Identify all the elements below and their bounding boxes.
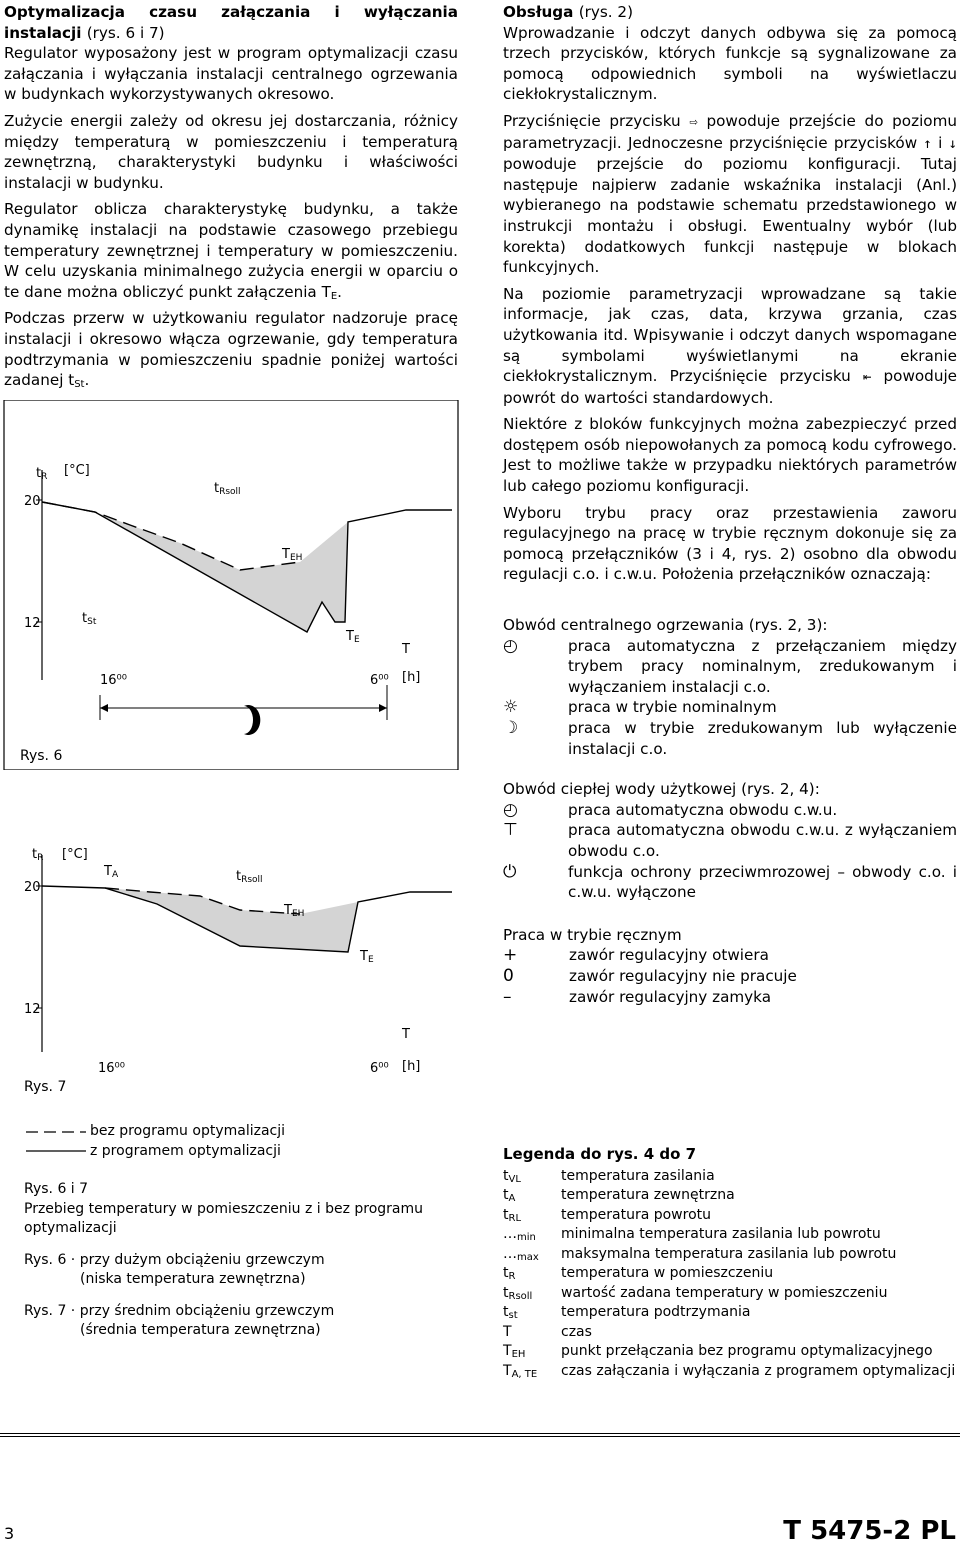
tick-12: 12 — [24, 616, 41, 631]
tap-icon: ⊤ — [503, 820, 518, 841]
hot-water-circuit-title: Obwód ciepłej wody użytkowej (rys. 2, 4): — [503, 780, 820, 799]
list-item: ⏻ funkcja ochrony przeciwmrozowej – obwody c.o. i c.w.u. wyłączone — [503, 861, 957, 902]
dashed-line-sample — [24, 1126, 90, 1138]
manual-mode-title: Praca w trybie ręcznym — [503, 925, 682, 944]
optimized-line — [42, 502, 452, 632]
legend-symbol: $t_{VL}$ — [503, 1167, 521, 1185]
arrow-down-icon: ↓ — [948, 135, 958, 152]
legend-symbol: $t_{RL}$ — [503, 1206, 522, 1224]
legend-description: temperatura zasilania — [561, 1167, 715, 1184]
sun-icon: ☼ — [503, 697, 519, 718]
legend-symbol: $\dots_{max}$ — [503, 1245, 539, 1263]
legend-description: temperatura zewnętrzna — [561, 1187, 735, 1203]
moon-icon — [244, 705, 260, 735]
legend-item — [503, 1323, 957, 1343]
label-T: T — [402, 1027, 410, 1042]
footer-divider-bottom — [0, 1436, 960, 1437]
legend-symbol: $T_{EH}$ — [503, 1343, 526, 1360]
legend-title: Legenda do rys. 4 do 7 — [503, 1145, 697, 1163]
section-title-operation: Obsługa (rys. 2) — [503, 3, 634, 21]
label-unit: [°C] — [64, 463, 90, 478]
document-code: T 5475-2 PL — [783, 1516, 956, 1546]
legend-symbol: $t_R$ — [503, 1265, 516, 1282]
label-tR: tR — [36, 466, 48, 482]
label-16h: 16⁰⁰ — [98, 1061, 125, 1076]
tick-20: 20 — [24, 880, 41, 895]
legend-symbol: $T_{A, TE}$ — [503, 1362, 538, 1380]
paragraph: Zużycie energii zależy od okresu jej dostarczania, różnicy między temperaturą w pomieszczeniu i temperaturą zewnętrzną, charakterystyki budynku i właściwości instalacji w budynku. — [4, 111, 458, 192]
label-T: T — [402, 642, 410, 657]
list-item: 0 zawór regulacyjny nie pracuje — [503, 965, 797, 986]
legend-description: czas załączania i wyłączania z programem optymalizacji — [561, 1362, 956, 1379]
label-tR: tR — [32, 847, 44, 863]
label-TA: TA — [104, 864, 119, 880]
footer-divider-top — [0, 1433, 960, 1434]
solid-line-sample — [24, 1145, 90, 1157]
legend-item — [503, 1225, 957, 1245]
paragraph: Niektóre z bloków funkcyjnych można zabezpieczyć przed dostępem osób niepowołanych za pomocą kodu cyfrowego. Jest to możliwe także w przypadku niektórych parametrów lub całego poziomu konfiguracji. — [503, 415, 957, 496]
clock-icon: ◴ — [503, 635, 518, 656]
power-icon: ⏻ — [503, 861, 517, 882]
legend-description: punkt przełączania bez programu optymalizacyjnego — [561, 1343, 933, 1359]
legend-description: temperatura powrotu — [561, 1206, 712, 1223]
unoptimized-dashed-line — [42, 502, 303, 570]
list-item: ⊤ praca automatyczna obwodu c.w.u. z wyłączaniem obwodu c.o. — [503, 820, 957, 860]
moon-icon: ☽ — [503, 718, 519, 738]
label-hour-unit: [h] — [402, 1059, 421, 1074]
figure-6-chart — [0, 400, 460, 770]
legend-description: czas — [561, 1323, 592, 1340]
list-item: ☽ praca w trybie zredukowanym lub wyłączenie instalacji c.o. — [503, 718, 957, 758]
legend-item — [503, 1342, 957, 1362]
legend-symbol: $t_{st}$ — [503, 1304, 518, 1321]
page-number: 3 — [4, 1524, 15, 1543]
legend-description: maksymalna temperatura zasilania lub powrotu — [561, 1245, 897, 1262]
figure-6-caption: Rys. 6 — [20, 748, 63, 764]
label-tRsoll: tRsoll — [236, 869, 263, 885]
label-unit: [°C] — [62, 847, 88, 862]
legend-symbol: T — [503, 1323, 512, 1340]
list-item: ☼ praca w trybie nominalnym — [503, 697, 777, 718]
label-TEH: TEH — [282, 547, 303, 563]
label-TE: TE — [346, 629, 360, 645]
tick-20: 20 — [24, 494, 41, 509]
paragraph: Na poziomie parametryzacji wprowadzane są takie informacje, jak czas, data, krzywa grzania, czas użytkowania itd. Wpisywanie i odczyt danych wspomagane są symbolami wyświetlanymi na ekranie ciekłokrystalicznym. Przyciśnięcie przycisku ⇤ powoduje powrót do wartości standardowych. — [503, 284, 958, 407]
enter-button-icon: ⇨ — [689, 113, 698, 130]
paragraph: Regulator wyposażony jest w program optymalizacji czasu załączania i wyłączania instalacji centralnego ogrzewania w budynkach wykorzystywanych okresowo. — [4, 44, 458, 104]
arrow-head-right — [379, 704, 387, 712]
label-6h: 6⁰⁰ — [370, 1061, 389, 1076]
symbol-legend — [503, 1145, 957, 1381]
reset-button-icon: ⇤ — [862, 369, 872, 386]
legend-dashed-row: bez programu optymalizacji — [24, 1122, 454, 1142]
legend-symbol: $\dots_{min}$ — [503, 1226, 536, 1243]
legend-description: temperatura podtrzymania — [561, 1304, 751, 1320]
legend-item — [503, 1303, 957, 1323]
left-column — [4, 2, 458, 397]
legend-item — [503, 1206, 957, 1226]
legend-symbol: $t_{Rsoll}$ — [503, 1284, 533, 1302]
shaded-area — [95, 512, 348, 632]
label-tRsoll: tRsoll — [214, 481, 241, 497]
legend-list — [503, 1167, 957, 1382]
right-column — [503, 2, 957, 1007]
arrow-up-icon: ↑ — [923, 135, 932, 152]
legend-item — [503, 1284, 957, 1304]
legend-description: minimalna temperatura zasilania lub powrotu — [561, 1226, 881, 1242]
heating-circuit-list — [503, 636, 957, 760]
list-item: + zawór regulacyjny otwiera — [503, 945, 769, 966]
legend-description: wartość zadana temperatury w pomieszczeniu — [561, 1284, 888, 1301]
paragraph: Podczas przerw w użytkowaniu regulator nadzoruje pracę instalacji i okresowo włącza ogrzewanie, gdy temperatura podtrzymania w pomieszczeniu spadnie poniżej wartości zadanej $t_{St}$. — [4, 309, 458, 391]
clock-icon: ◴ — [503, 799, 518, 820]
legend-item — [503, 1264, 957, 1284]
label-tSt: tSt — [82, 611, 97, 627]
manual-mode-list — [503, 945, 957, 1007]
legend-item — [503, 1186, 957, 1206]
legend-item — [503, 1245, 957, 1265]
paragraph: Przyciśnięcie przycisku ⇨ powoduje przejście do poziomu parametryzacji. Jednoczesne przyciśnięcie przycisków ↑ i ↓ powoduje przejście do poziomu konfiguracji. Tutaj następuje najpierw zadanie wskaźnika instalacji (Anl.) wybieranego na podstawie schematu przedstawionego w instrukcji montażu i obsługi. Ewentualny wybór (lub korekta) dodatkowych funkcji następuje w blokach funkcyjnych. — [503, 111, 958, 277]
label-16h: 16⁰⁰ — [100, 673, 127, 688]
line-style-legend — [24, 1122, 454, 1161]
paragraph: Regulator oblicza charakterystykę budynku, a także dynamikę instalacji na podstawie czasowego przebiegu temperatury zewnętrznej i temperatury w pomieszczeniu. W celu uzyskania minimalnego zużycia energii w oparciu o te dane można obliczyć punkt załączenia $T_E$. — [4, 200, 458, 302]
heating-circuit-title: Obwód centralnego ogrzewania (rys. 2, 3): — [503, 616, 828, 635]
label-TE: TE — [360, 949, 374, 965]
section-title-optimization: Optymalizacja czasu załączania i wyłączania instalacji (rys. 6 i 7) — [4, 3, 458, 42]
figure-7-caption: Rys. 7 — [24, 1079, 67, 1095]
list-item: – zawór regulacyjny zamyka — [503, 986, 772, 1007]
legend-solid-row: z programem optymalizacji — [24, 1142, 454, 1162]
figure-7-chart — [0, 840, 460, 1080]
label-TEH: TEH — [284, 903, 305, 919]
list-item: ◴ praca automatyczna obwodu c.w.u. — [503, 799, 838, 820]
label-6h: 6⁰⁰ — [370, 673, 389, 688]
legend-symbol: $t_A$ — [503, 1187, 516, 1204]
paragraph: Wprowadzanie i odczyt danych odbywa się za pomocą trzech przycisków, których funkcje są sygnalizowane za pomocą odpowiednich symboli na wyświetlaczu ciekłokrystalicznym. — [503, 23, 957, 104]
hot-water-circuit-list — [503, 800, 957, 903]
tick-12: 12 — [24, 1002, 41, 1017]
figure-captions: Rys. 6 i 7 Przebieg temperatury w pomieszczeniu z i bez programu optymalizacji Rys. 6 · przy dużym obciążeniu grzewczym (niska temperatura zewnętrzna) Rys. 7 · przy średnim obciążeniu grzewczym (średnia temperatura zewnętrzna) — [24, 1181, 424, 1338]
legend-item — [503, 1167, 957, 1187]
legend-description: temperatura w pomieszczeniu — [561, 1265, 774, 1281]
arrow-head-left — [100, 704, 108, 712]
paragraph: Wyboru trybu pracy oraz przestawienia zaworu regulacyjnego na pracę w trybie ręcznym dokonuje się za pomocą przełączników (3 i 4, rys. 2) osobno dla obwodu regulacji c.o. i c.w.u. Położenia przełączników oznaczają: — [503, 503, 957, 584]
legend-item — [503, 1362, 957, 1382]
list-item: ◴ praca automatyczna z przełączaniem między trybem pracy nominalnym, zredukowanym i wyłączaniem instalacji c.o. — [503, 635, 957, 696]
label-hour-unit: [h] — [402, 670, 421, 685]
